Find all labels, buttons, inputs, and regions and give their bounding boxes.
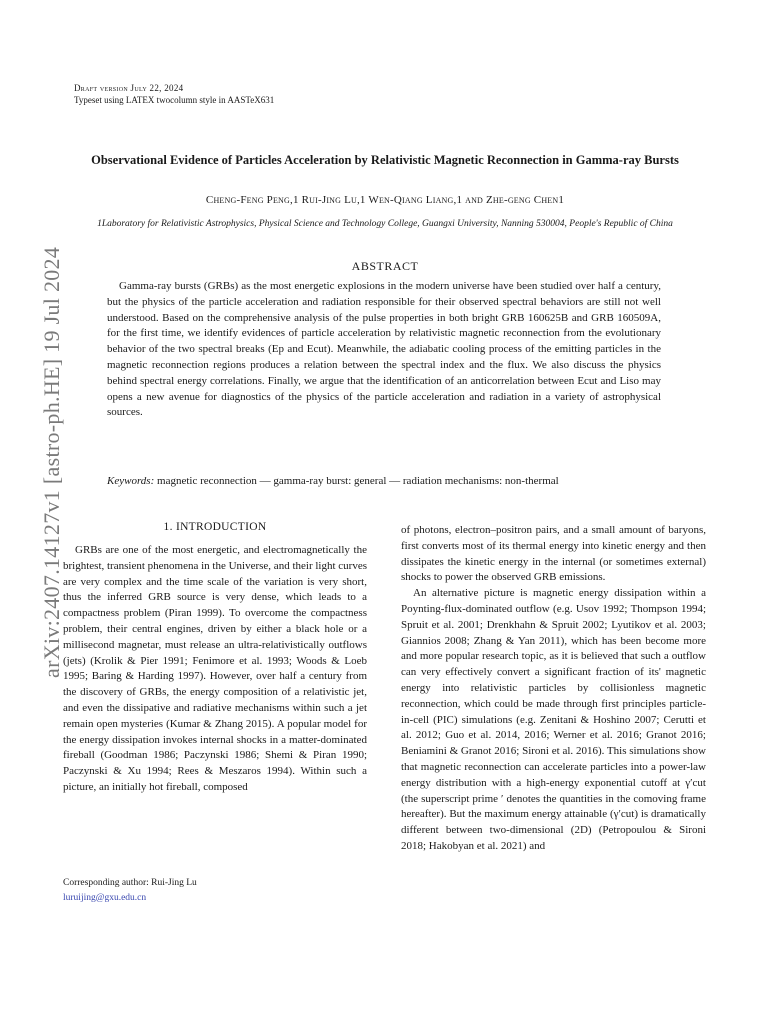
abstract-heading: ABSTRACT [351,259,419,273]
typeset-note: Typeset using LATEX twocolumn style in AASTeX631 [74,95,275,105]
paper-title: Observational Evidence of Particles Acceleration by Relativistic Magnetic Reconnection in Gamma-ray Bursts [91,153,679,167]
corresponding-author: Corresponding author: Rui-Jing Lu [63,878,197,888]
intro-paragraph-2: An alternative picture is magnetic energy dissipation within a Poynting-flux-dominated outflow (e.g. Usov 1992; Thompson 1994; Spruit et al. 2001; Drenkhahn & Spruit 2002; Lyutikov et al. 2003; Giannios 2008; Zhang & Yan 2011), which has been become more and more popular research topic, as it is believed that such a outflow can very effectively convert a significant fraction of its' magnetic energy into relativistic particles by collisionless magnetic reconnection, which could be made through first principles particle-in-cell (PIC) simulations (e.g. Zenitani & Hoshino 2007; Cerutti et al. 2012; Guo et al. 2014, 2016; Werner et al. 2016; Granot 2016; Beniamini & Granot 2016; Sironi et al. 2016). This simulations show that magnetic reconnection can accelerate particles into a power-law energy distribution with a high-energy exponential cutoff at γ′cut (the superscript prime ′ denotes the quantities in the comoving frame hereafter). But the maximum energy attainable (γ′cut) is dramatically different between two-dimensional (2D) (Petropoulou & Sironi 2018; Hakobyan et al. 2021) and [401,587,706,852]
arxiv-identifier: arXiv:2407.14127v1 [astro-ph.HE] 19 Jul 2024 [39,246,64,678]
intro-paragraph-1-cont: of photons, electron–positron pairs, and a small amount of baryons, first converts most of its thermal energy into kinetic energy and then dissipates the kinetic energy in the internal (or sometimes external) shocks to power the observed GRB emissions. [401,524,706,584]
intro-column-right [401,523,706,855]
keywords [107,475,661,487]
intro-heading: 1. INTRODUCTION [163,521,267,533]
corresponding-author-block [63,876,197,906]
author-email-link[interactable]: luruijing@gxu.edu.cn [63,893,147,903]
affiliation: 1Laboratory for Relativistic Astrophysics, Physical Science and Technology College, Guangxi University, Nanning 530004, People's Republic of China [97,219,673,229]
draft-header [74,82,274,106]
draft-version: Draft version July 22, 2024 [74,83,184,93]
abstract-text: Gamma-ray bursts (GRBs) as the most energetic explosions in the modern universe have been studied over half a century, but the physics of the particle acceleration and radiation responsible for their observed spectral behaviors are still not well understood. Based on the comprehensive analysis of the pulse properties in both bright GRB 160625B and GRB 160509A, for the first time, we identify evidences of particle acceleration by relativistic magnetic reconnection from the evolutionary behavior of the two spectral breaks (Ep and Ecut). Meanwhile, the adiabatic cooling process of the emitting particles in the magnetic reconnection regions produces a relation between the spectral index and the flux. We also discuss the physics behind spectral energy correlations. Finally, we argue that the identification of an anticorrelation between Ecut and Liso may opens a new avenue for diagnostics of the physics of the particle acceleration and radiation in a variety of astrophysical sources. [107,280,661,419]
intro-column-left: GRBs are one of the most energetic, and electromagnetically the brightest, transient phenomena in the Universe, and their light curves are very complex and the time scale of the variation is very short, thus the inferred GRB source is very dense, which leads to a compactness problem (Piran 1999). To overcome the compactness problem, their central engines, driven by either a black hole or a millisecond magnetar, must release an ultra-relativistically outflows (jets) (Krolik & Pier 1991; Fenimore et al. 1993; Woods & Loeb 1995; Baring & Harding 1997). However, over half a century from the discovery of GRBs, the energy composition of a relativistic jet, and even the dissipative and radiative mechanisms within such a jet remain open mysteries (Kumar & Zhang 2015). A popular model for the energy dissipation invokes internal shocks in a matter-dominated fireball (Goodman 1986; Paczynski 1986; Shemi & Piran 1990; Paczynski & Xu 1994; Rees & Meszaros 1994). Within such a picture, an initially hot fireball, composed [63,544,367,793]
keywords-label: Keywords: [107,475,155,487]
keywords-list: magnetic reconnection — gamma-ray burst: general — radiation mechanisms: non-thermal [157,475,559,487]
author-list: Cheng-Feng Peng,1 Rui-Jing Lu,1 Wen-Qiang Liang,1 and Zhe-geng Chen1 [205,194,565,206]
